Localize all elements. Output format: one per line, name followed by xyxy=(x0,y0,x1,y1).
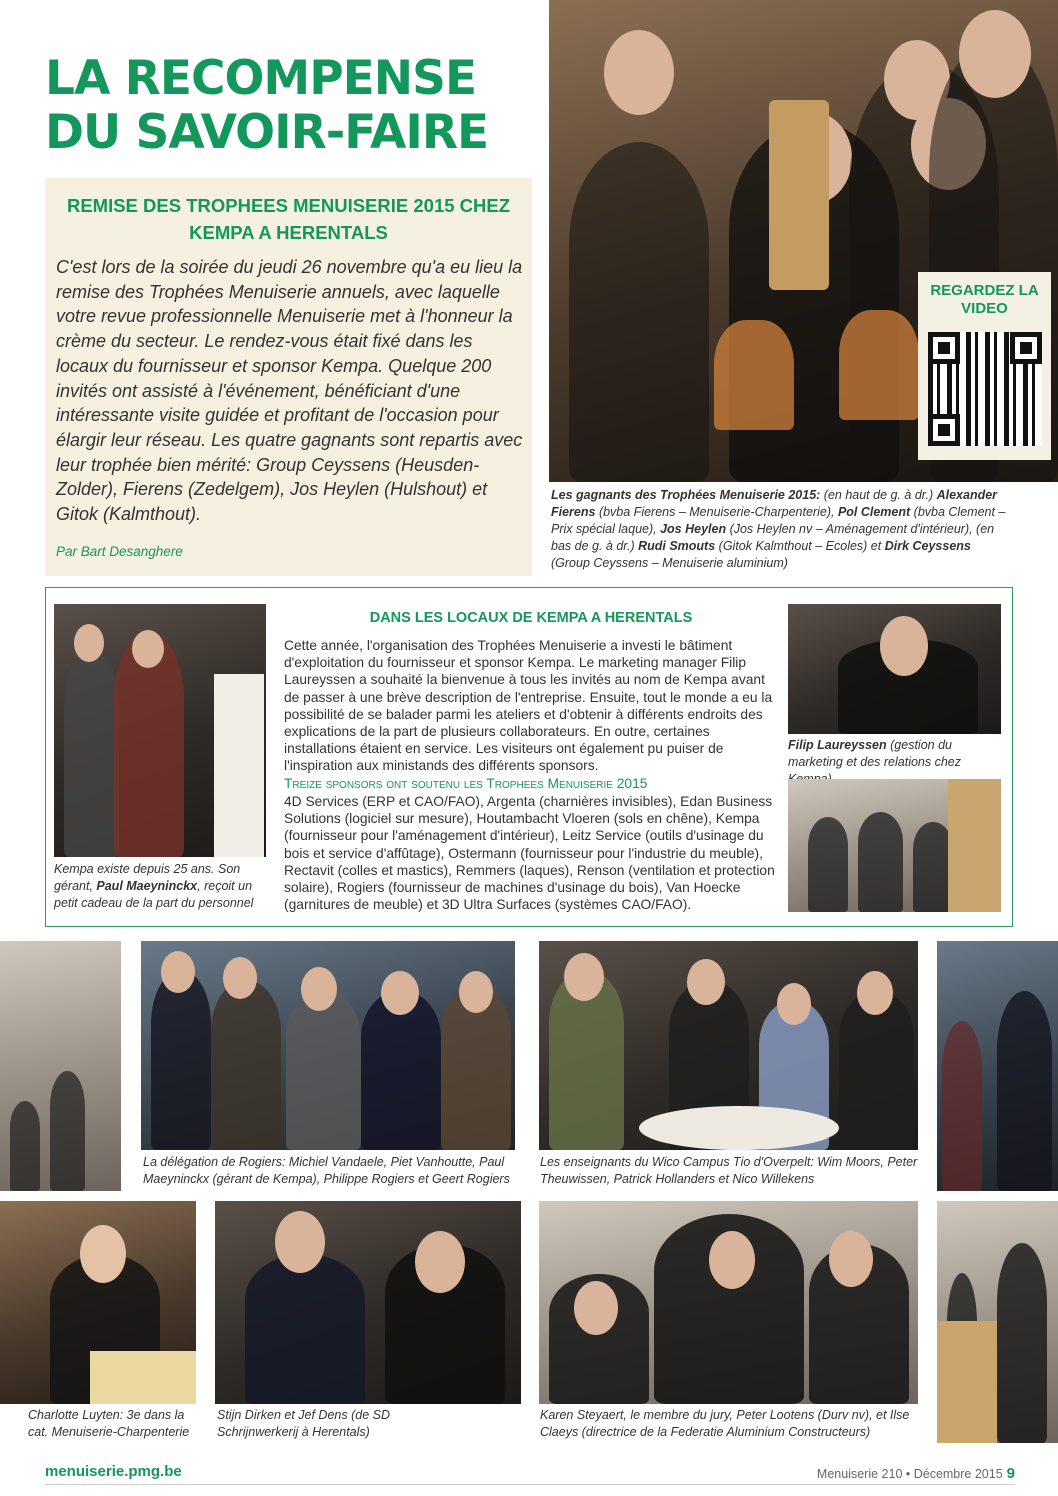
kempa-text: Cette année, l'organisation des Trophées Menuiserie a investi le bâtiment d'exploitation du fournisseur et sponsor Kempa. Le marketing manager Filip Laureyssen a souhaité la bienvenue à tous les invités au nom de Kempa avant de passer à une brève description de l'entreprise. Ensuite, tout le monde a eu la possibilité de se balader parmi les ateliers et d'obtenir à différents endroits des explications de la part de plusieurs collaborateurs. En outre, certaines installations étaient en service. Les visiteurs ont également pu puiser de l'inspiration aux ministands des différents sponsors. xyxy=(284,638,773,774)
stijn-photo xyxy=(215,1201,521,1404)
filip-caption: Filip Laureyssen (gestion du marketing et des relations chez xyxy=(788,738,962,769)
karen-caption: Karen Steyaert, le membre du jury, Peter Lootens (Durv nv), et Ilse Claeys (directrice de la Federatie Aluminium Constructeurs) xyxy=(540,1408,910,1439)
page-title: LA RECOMPENSE DU SAVOIR-FAIRE xyxy=(45,51,489,160)
filip-photo xyxy=(788,604,1001,734)
karen-photo xyxy=(539,1201,918,1404)
hall-photo-right xyxy=(937,941,1058,1191)
sponsor-heading: Treize sponsors ont soutenu les Trophees Menuiserie 2015 xyxy=(284,776,648,791)
qr-code-icon[interactable] xyxy=(928,332,1042,446)
wico-photo xyxy=(539,941,918,1150)
rogiers-photo xyxy=(141,941,515,1150)
intro-box xyxy=(45,178,532,576)
footer-issue-text: Menuiserie 210 • Décembre 2015 xyxy=(816,1467,1003,1481)
charlotte-caption: Charlotte Luyten: 3e dans la cat. Menuiserie-Charpenterie xyxy=(28,1408,190,1439)
rogiers-caption: La délégation de Rogiers: Michiel Vandaele, Piet Vanhoutte, Paul Maeyninckx (gérant de Kempa), Philippe Rogiers et Geert Rogiers xyxy=(143,1155,510,1186)
intro-text: C'est lors de la soirée du jeudi 26 novembre qu'a eu lieu la remise des Trophées Menuiserie annuels, avec laquelle votre revue professionnelle Menuiserie met à l'honneur la crème du secteur. Le rendez-vous était fixé dans les locaux du fournisseur et sponsor Kempa. Quelque 200 invités ont assisté à l'événement, bénéficiant d'une intéressante visite guidée et profitant de l'occasion pour élargir leur réseau. Les quatre gagnants sont repartis avec leur trophée bien mérité: Group Ceyssens (Heusden-Zolder), Fierens (Zedelgem), Jos Heylen (Hulshout) et Gitok (Kalmthout). xyxy=(56,257,523,525)
video-qr-box[interactable] xyxy=(918,272,1051,460)
visitors-photo xyxy=(788,779,1001,912)
hall-photo-left xyxy=(0,941,121,1191)
page-number: 9 xyxy=(1006,1465,1015,1482)
footer-rule xyxy=(45,1484,1015,1485)
sponsor-text: 4D Services (ERP et CAO/FAO), Argenta (charnières invisibles), Edan Business Solutions (logiciel sur mesure), Houtambacht Vloeren (sols en chêne), Kempa (fournisseur pour l'aménagement d'intérieur), Leitz Service (outils d'usinage du bois et service d'affûtage), Ostermann (fournisseur pour l'industrie du meuble), Rectavit (colles et mastics), Remmers (laques), Renson (ventilation et protection solaire), Rogiers (fournisseur de machines d'usinage du bois), Van Hoecke (garnitures de meuble) et 3D Ultra Surfaces (systèmes CAO/FAO). xyxy=(284,794,775,913)
intro-heading: REMISE DES TROPHEES MENUISERIE 2015 CHEZ KEMPA A HERENTALS xyxy=(66,195,511,243)
kempa-gift-photo xyxy=(54,604,266,857)
wico-caption: Les enseignants du Wico Campus Tio d'Overpelt: Wim Moors, Peter Theuwissen, Patrick Hollanders et Nico Willekens xyxy=(540,1155,918,1186)
intro-author: Par Bart Desanghere xyxy=(56,544,183,559)
footer-issue xyxy=(775,1465,1015,1482)
footer-site-link[interactable]: menuiserie.pmg.be xyxy=(45,1463,182,1480)
charlotte-photo xyxy=(0,1201,196,1404)
kempa-heading: DANS LES LOCAUX DE KEMPA A HERENTALS xyxy=(369,610,693,626)
workshop-photo xyxy=(937,1201,1058,1443)
kempa-gift-caption: Kempa existe depuis 25 ans. Son gérant, Paul Maeyninckx, reçoit un petit cadeau de la part du personnel xyxy=(54,862,254,910)
video-label: REGARDEZ LA VIDEO xyxy=(930,282,1039,317)
stijn-caption: Stijn Dirken et Jef Dens (de SD Schrijnwerkerij à Herentals) xyxy=(217,1408,390,1439)
winners-caption: Les gagnants des Trophées Menuiserie 2015: (en haut de g. à dr.) Alexander Fierens (bvba Fierens – Menuiserie-Charpenterie), Pol Clement (bvba Clement – Prix spécial laque), Jos Heylen (Jos Heylen nv – Aménagement d'intérieur), (en bas de g. à dr.) Rudi Smouts (Gitok Kalmthout – Ecoles) et Dirk Ceyssens (Group Ceyssens – Menuiserie aluminium) xyxy=(551,488,1006,570)
